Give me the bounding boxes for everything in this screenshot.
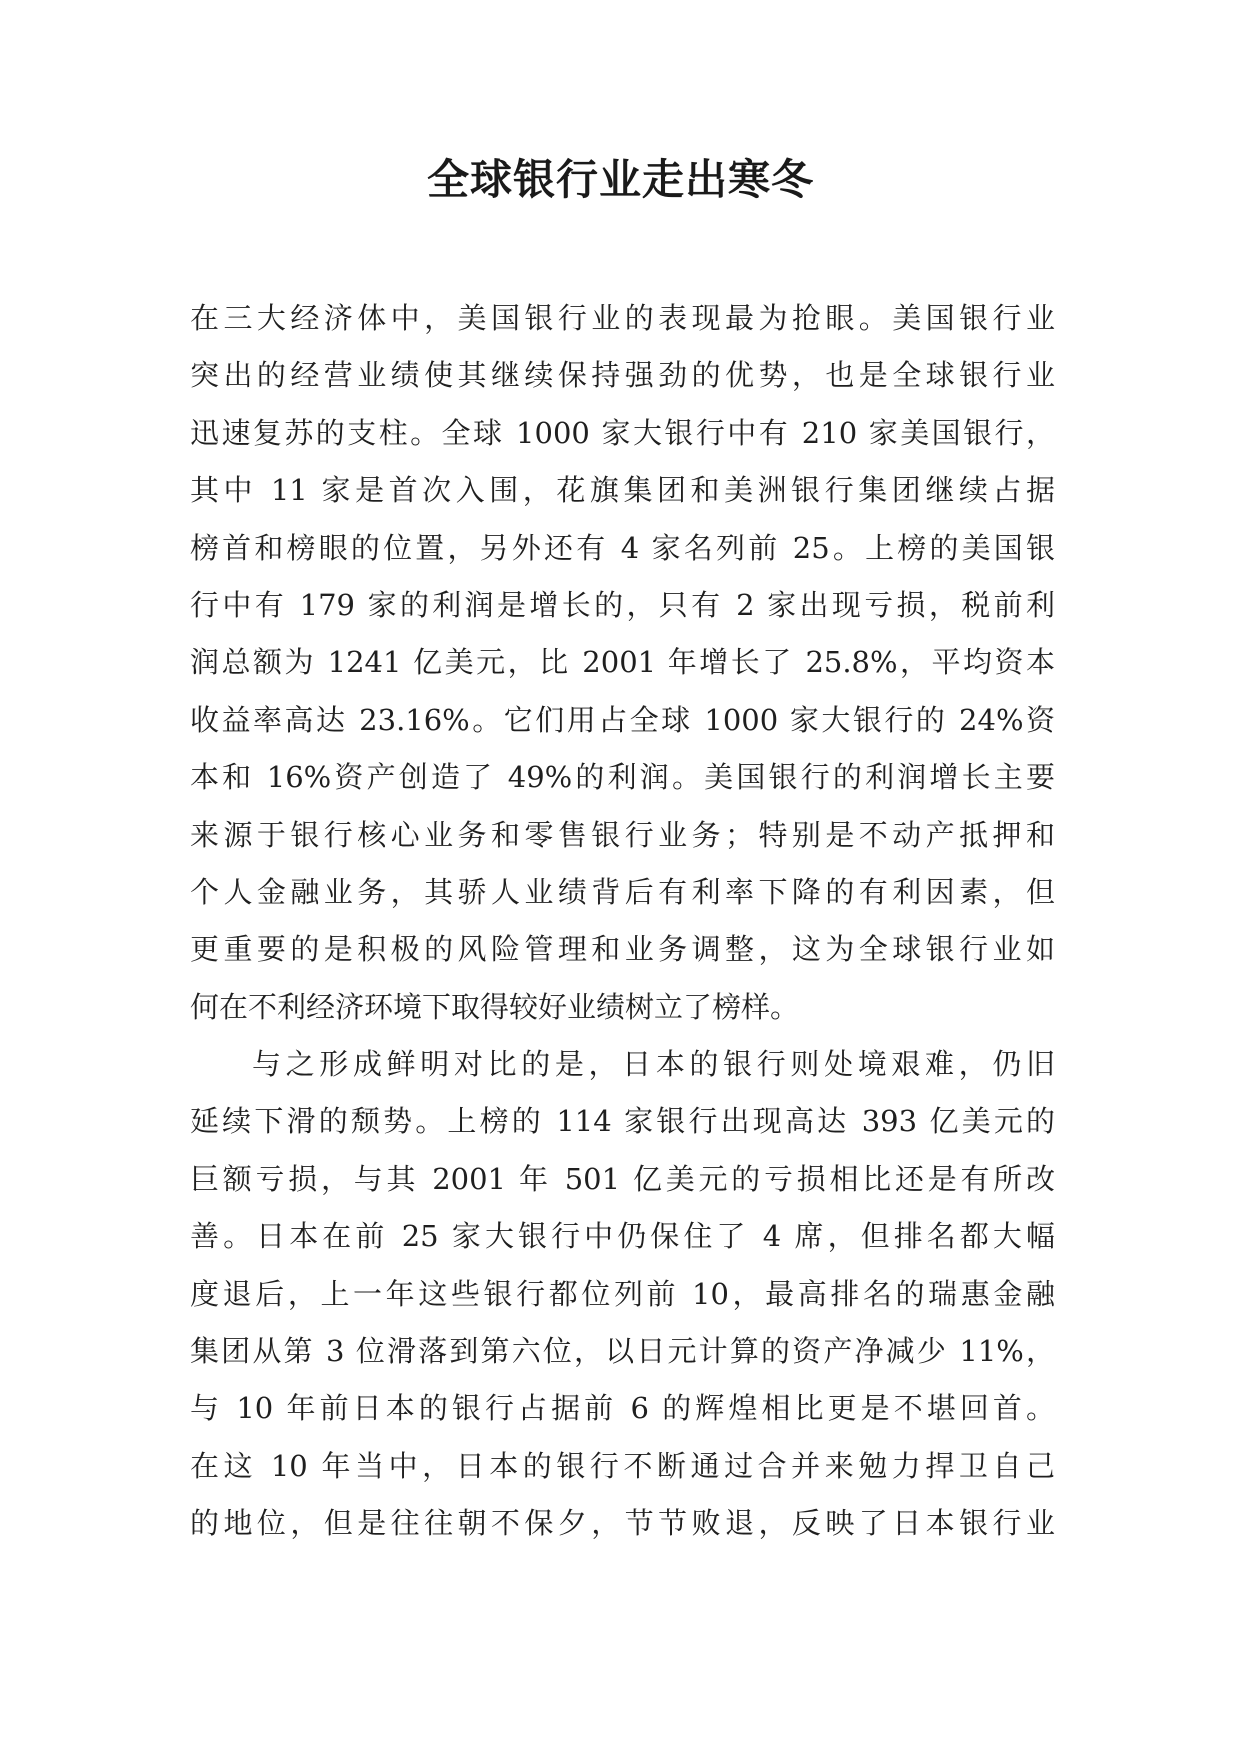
text-line: 在这 10 年当中，日本的银行不断通过合并来勉力捍卫自己 xyxy=(190,1448,1055,1483)
text-line: 其中 11 家是首次入围，花旗集团和美洲银行集团继续占据 xyxy=(190,473,1055,508)
text-line: 与之形成鲜明对比的是，日本的银行则处境艰难，仍旧 xyxy=(252,1047,1055,1082)
text-line: 润总额为 1241 亿美元，比 2001 年增长了 25.8%，平均资本 xyxy=(190,645,1055,680)
text-line: 善。日本在前 25 家大银行中仍保住了 4 席，但排名都大幅 xyxy=(190,1219,1055,1254)
paragraph-us-banks xyxy=(190,290,1055,1036)
text-line: 集团从第 3 位滑落到第六位，以日元计算的资产净减少 11%， xyxy=(190,1334,1055,1369)
text-line: 延续下滑的颓势。上榜的 114 家银行出现高达 393 亿美元的 xyxy=(190,1104,1055,1139)
document-title: 全球银行业走出寒冬 xyxy=(426,155,814,204)
text-line: 突出的经营业绩使其继续保持强劲的优势，也是全球银行业 xyxy=(190,358,1055,393)
paragraph-japan-banks xyxy=(190,1036,1055,1553)
text-line: 榜首和榜眼的位置，另外还有 4 家名列前 25。上榜的美国银 xyxy=(190,530,1055,565)
text-line: 本和 16%资产创造了 49%的利润。美国银行的利润增长主要 xyxy=(190,760,1055,795)
text-line: 更重要的是积极的风险管理和业务调整，这为全球银行业如 xyxy=(190,932,1055,967)
text-line: 个人金融业务，其骄人业绩背后有利率下降的有利因素，但 xyxy=(190,874,1055,909)
text-line: 收益率高达 23.16%。它们用占全球 1000 家大银行的 24%资 xyxy=(190,702,1055,737)
text-line: 迅速复苏的支柱。全球 1000 家大银行中有 210 家美国银行， xyxy=(190,415,1055,450)
text-line: 何在不利经济环境下取得较好业绩树立了榜样。 xyxy=(190,989,800,1024)
text-line: 行中有 179 家的利润是增长的，只有 2 家出现亏损，税前利 xyxy=(190,587,1055,622)
document-body xyxy=(190,290,1055,1553)
text-line: 与 10 年前日本的银行占据前 6 的辉煌相比更是不堪回首。 xyxy=(190,1391,1055,1426)
text-line: 的地位，但是往往朝不保夕，节节败退，反映了日本银行业 xyxy=(190,1506,1055,1541)
text-line: 在三大经济体中，美国银行业的表现最为抢眼。美国银行业 xyxy=(190,301,1055,335)
text-line: 度退后，上一年这些银行都位列前 10，最高排名的瑞惠金融 xyxy=(190,1276,1055,1311)
text-line: 来源于银行核心业务和零售银行业务；特别是不动产抵押和 xyxy=(190,817,1055,852)
text-line: 巨额亏损，与其 2001 年 501 亿美元的亏损相比还是有所改 xyxy=(190,1161,1055,1196)
